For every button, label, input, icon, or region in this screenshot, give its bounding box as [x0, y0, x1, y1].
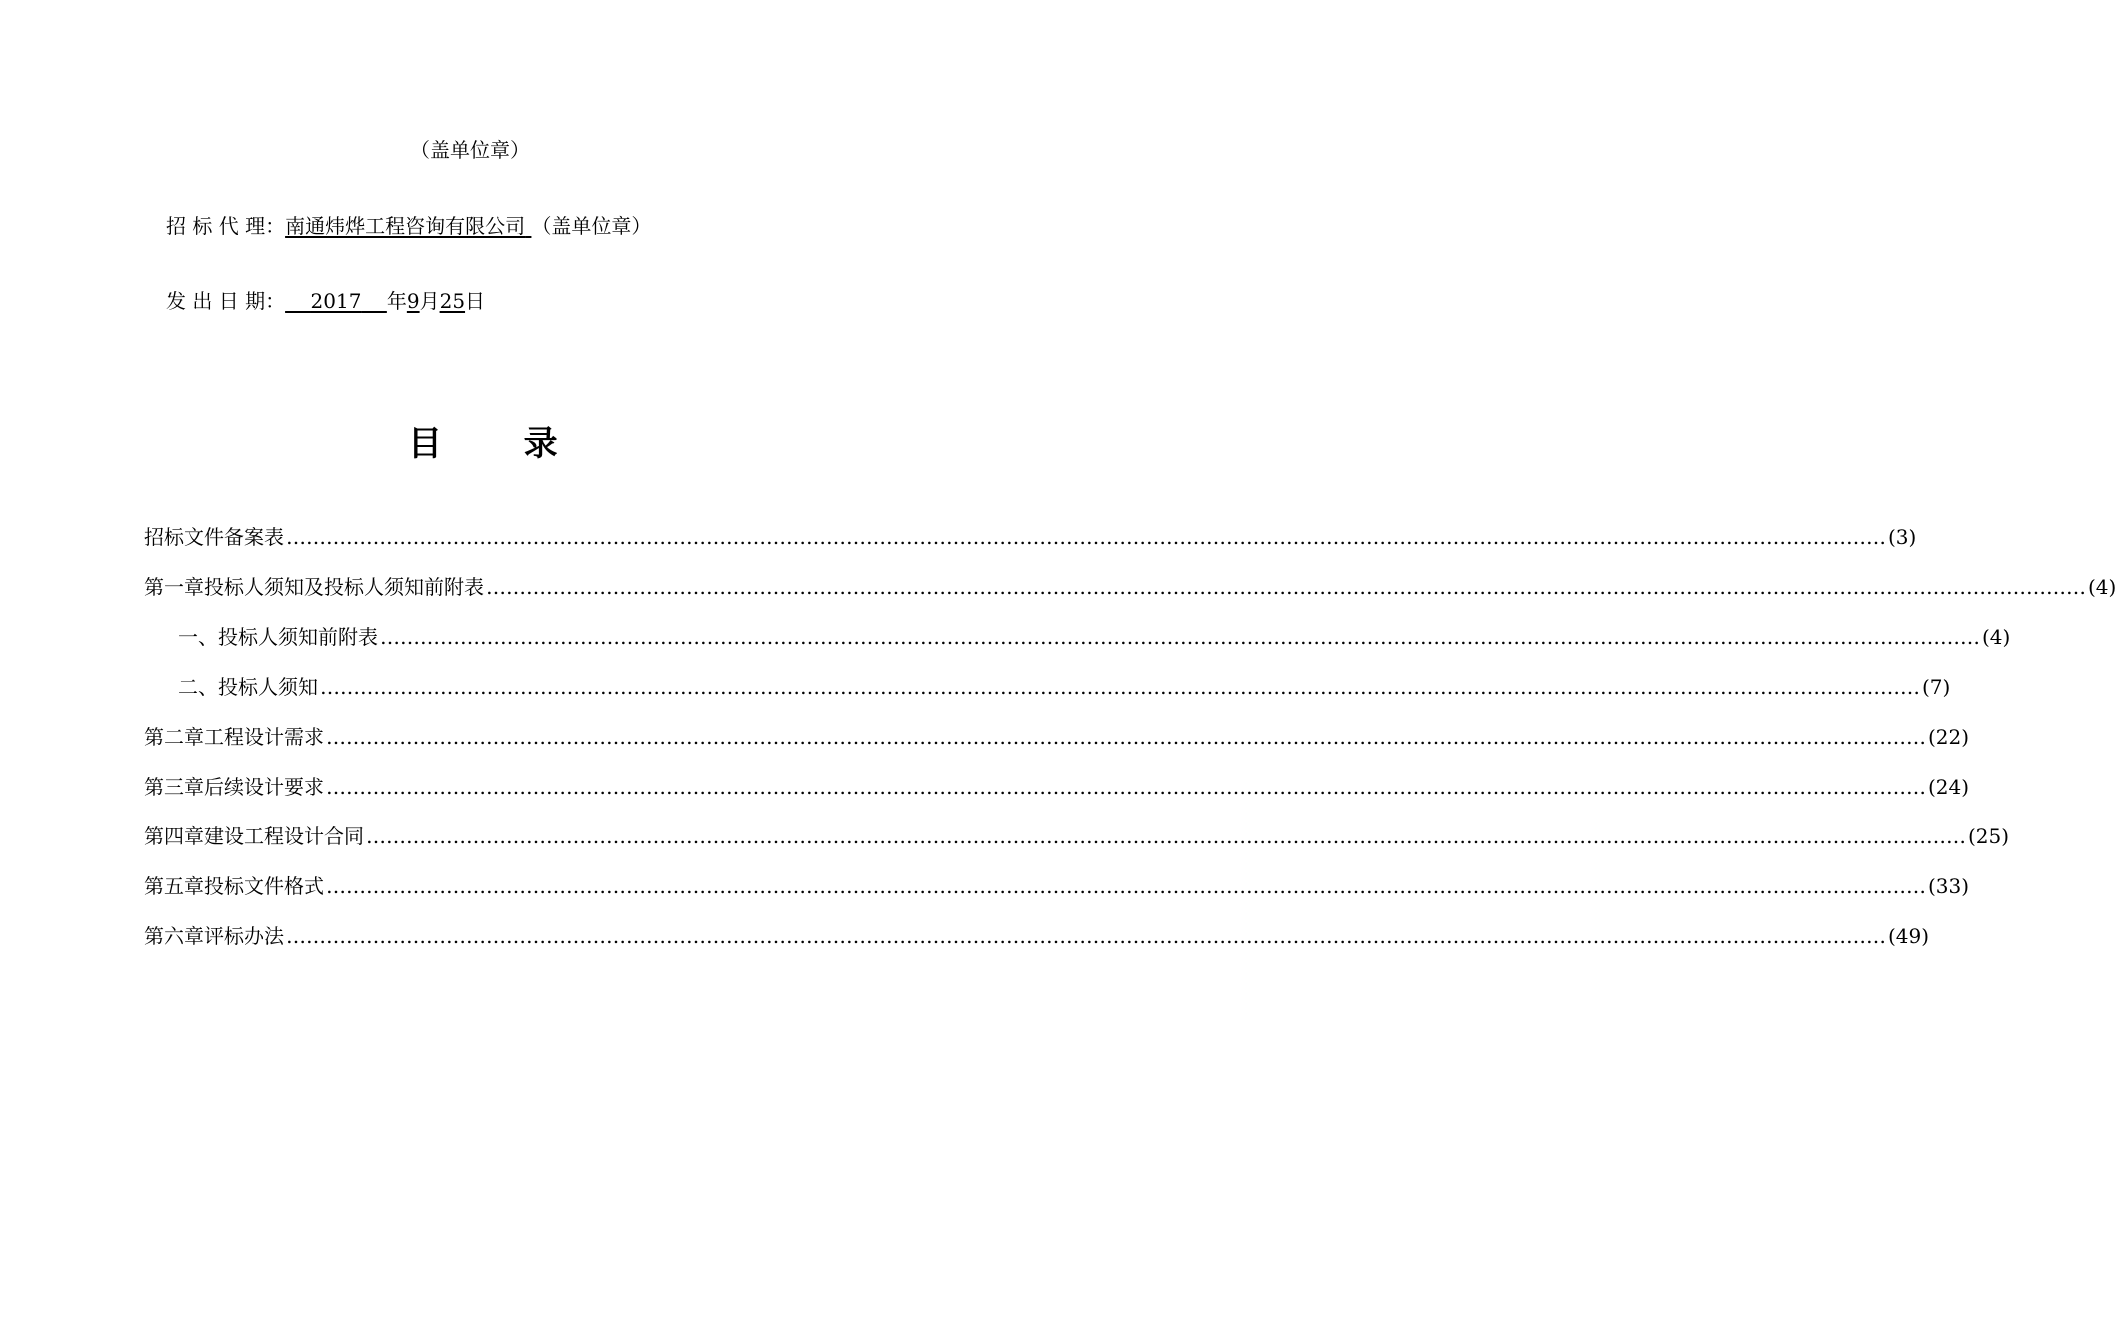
toc-item[interactable] [144, 524, 1917, 550]
date-month-suffix: 月 [419, 289, 440, 313]
toc-item[interactable] [178, 674, 1951, 700]
toc-item-leader: …………………………………………………………………………………………………………………………………………………………………………………………………………………… [380, 625, 1980, 649]
toc-item[interactable] [144, 873, 1970, 899]
toc-item-leader: …………………………………………………………………………………………………………………………………………………………………………………………………………………… [486, 575, 2086, 599]
toc-item-leader: …………………………………………………………………………………………………………………………………………………………………………………………………………………… [320, 675, 1920, 699]
toc-item-section: 第二章 [144, 725, 204, 749]
toc-item[interactable] [144, 823, 2010, 849]
date-year-pad-left [285, 289, 310, 313]
toc-item-leader: …………………………………………………………………………………………………………………………………………………………………………………………………………………… [286, 924, 1886, 948]
toc-item-label: 工程设计需求 [204, 725, 324, 749]
toc-item-section: 第六章 [144, 924, 204, 948]
toc-item-page: (7) [1922, 675, 1951, 699]
toc-item-section: 第三章 [144, 775, 204, 799]
toc-item-page: (4) [1982, 625, 2011, 649]
toc-item-label: 投标人须知及投标人须知前附表 [204, 575, 484, 599]
date-year-pad-right [361, 289, 386, 313]
seal-note-top: （盖单位章） [410, 138, 530, 162]
date-day-suffix: 日 [465, 289, 486, 313]
toc-item-section: 第一章 [144, 575, 204, 599]
agent-label: 招 标 代 理： [166, 214, 286, 238]
toc-item-label: 投标人须知前附表 [218, 625, 378, 649]
toc-item-leader: …………………………………………………………………………………………………………………………………………………………………………………………………………………… [326, 874, 1926, 898]
toc-item-leader: …………………………………………………………………………………………………………………………………………………………………………………………………………………… [326, 775, 1926, 799]
toc-item-page: (33) [1928, 874, 1970, 898]
toc-item[interactable] [144, 724, 1970, 750]
toc-item-section: 第四章 [144, 824, 204, 848]
toc-item-leader: …………………………………………………………………………………………………………………………………………………………………………………………………………………… [366, 824, 1966, 848]
toc-title: 目录 [408, 424, 640, 464]
toc-item-label: 投标文件格式 [204, 874, 324, 898]
toc-item-section: 第五章 [144, 874, 204, 898]
toc-item-label: 建设工程设计合同 [204, 824, 364, 848]
toc-item-page: (49) [1888, 924, 1930, 948]
toc-item[interactable] [144, 923, 1930, 949]
toc-item-page: (22) [1928, 725, 1970, 749]
date-label: 发 出 日 期： [166, 289, 286, 313]
agent-line [166, 214, 651, 238]
toc-item-page: (3) [1888, 525, 1917, 549]
issue-date-line [166, 289, 485, 313]
date-year: 2017 [310, 289, 362, 313]
agent-seal-note: （盖单位章） [531, 214, 652, 238]
date-month: 9 [406, 289, 420, 313]
toc-item-label: 投标人须知 [218, 675, 318, 699]
date-day: 25 [439, 289, 466, 313]
toc-item-page: (25) [1968, 824, 2010, 848]
date-year-suffix: 年 [386, 289, 407, 313]
toc-item-label: 招标文件备案表 [144, 525, 284, 549]
toc-item-label: 后续设计要求 [204, 775, 324, 799]
toc-item[interactable] [178, 624, 2011, 650]
toc-item-leader: …………………………………………………………………………………………………………………………………………………………………………………………………………………… [286, 525, 1886, 549]
toc-item-leader: …………………………………………………………………………………………………………………………………………………………………………………………………………………… [326, 725, 1926, 749]
toc-item-section: 一、 [178, 625, 218, 649]
toc-item-label: 评标办法 [204, 924, 284, 948]
agent-name: 南通炜烨工程咨询有限公司 [285, 214, 526, 238]
toc-item-page: (24) [1928, 775, 1970, 799]
toc-item-section: 二、 [178, 675, 218, 699]
toc-item-page: (4) [2088, 575, 2116, 599]
toc-item[interactable] [144, 774, 1970, 800]
toc-item[interactable] [144, 574, 2116, 600]
